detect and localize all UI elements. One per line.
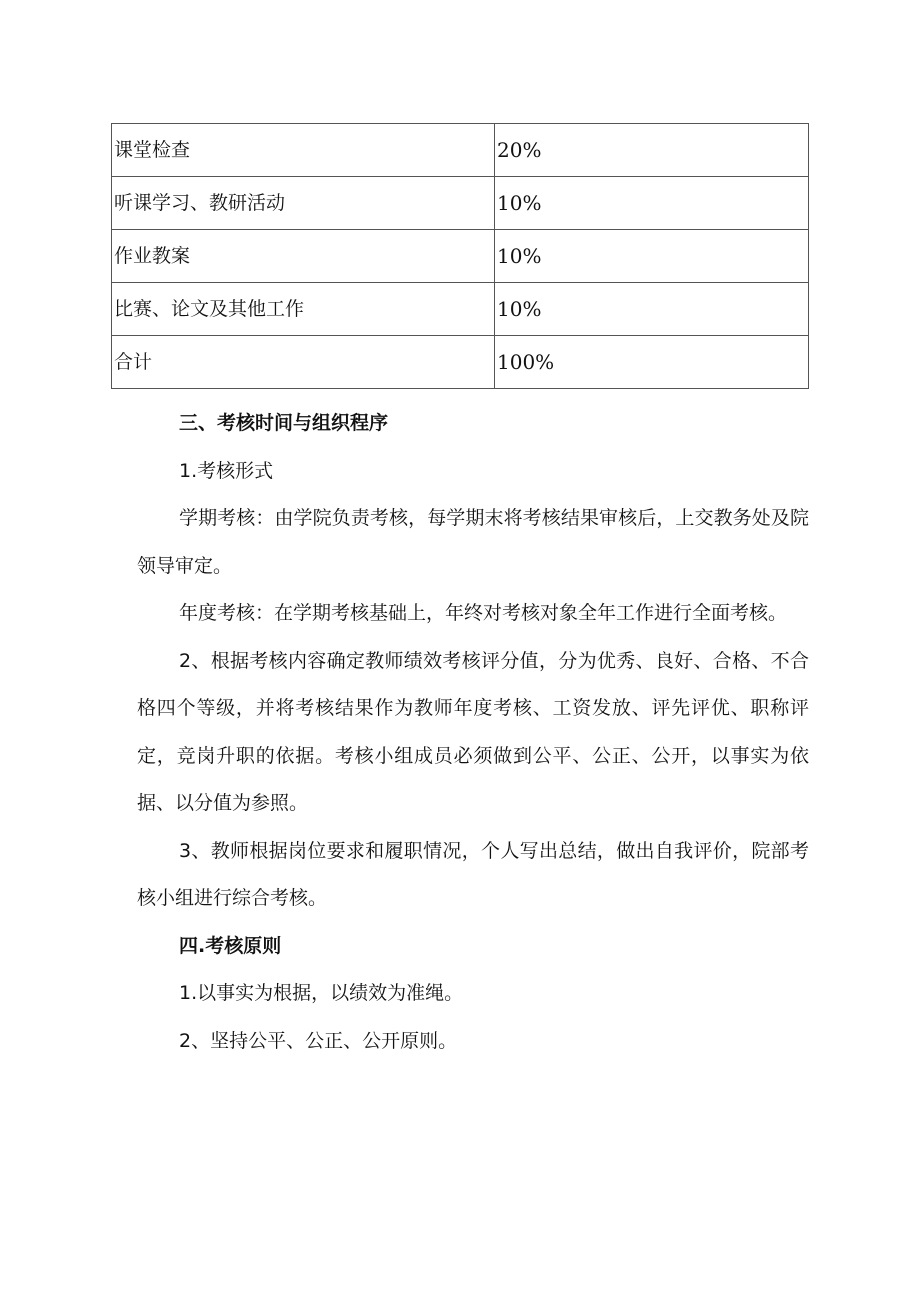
table-row — [112, 283, 809, 336]
document-body — [137, 400, 809, 1065]
annual-assessment-paragraph: 年度考核：在学期考核基础上，年终对考核对象全年工作进行全面考核。 — [179, 602, 788, 624]
table-row — [112, 124, 809, 177]
item-cell: 听课学习、教研活动 — [112, 177, 495, 230]
section-3-heading: 三、考核时间与组织程序 — [179, 412, 389, 434]
weight-cell: 10% — [495, 230, 809, 283]
weight-cell: 10% — [495, 283, 809, 336]
grading-paragraph: 2、根据考核内容确定教师绩效考核评分值，分为优秀、良好、合格、不合格四个等级，并将考核结果作为教师年度考核、工资发放、评先评优、职称评定，竞岗升职的依据。考核小组成员必须做到公平、公正、公开，以事实为依据、以分值为参照。 — [137, 649, 809, 814]
item-cell: 作业教案 — [112, 230, 495, 283]
principle-1: 1.以事实为根据，以绩效为准绳。 — [179, 982, 464, 1004]
item-cell: 比赛、论文及其他工作 — [112, 283, 495, 336]
section-4-heading: 四.考核原则 — [179, 934, 282, 957]
semester-assessment-paragraph: 学期考核：由学院负责考核，每学期末将考核结果审核后，上交教务处及院领导审定。 — [137, 507, 809, 577]
principle-2: 2、坚持公平、公正、公开原则。 — [179, 1029, 458, 1052]
table-row — [112, 177, 809, 230]
weight-cell: 10% — [495, 177, 809, 230]
self-evaluation-paragraph: 3、教师根据岗位要求和履职情况，个人写出总结，做出自我评价，院部考核小组进行综合考核。 — [137, 839, 809, 909]
table-row — [112, 230, 809, 283]
weight-cell: 20% — [495, 124, 809, 177]
item-cell: 课堂检查 — [112, 124, 495, 177]
total-weight-cell: 100% — [495, 336, 809, 389]
table-row — [112, 336, 809, 389]
assessment-weight-table — [111, 123, 809, 389]
assessment-form-title: 1.考核形式 — [179, 459, 274, 482]
total-item-cell: 合计 — [112, 336, 495, 389]
